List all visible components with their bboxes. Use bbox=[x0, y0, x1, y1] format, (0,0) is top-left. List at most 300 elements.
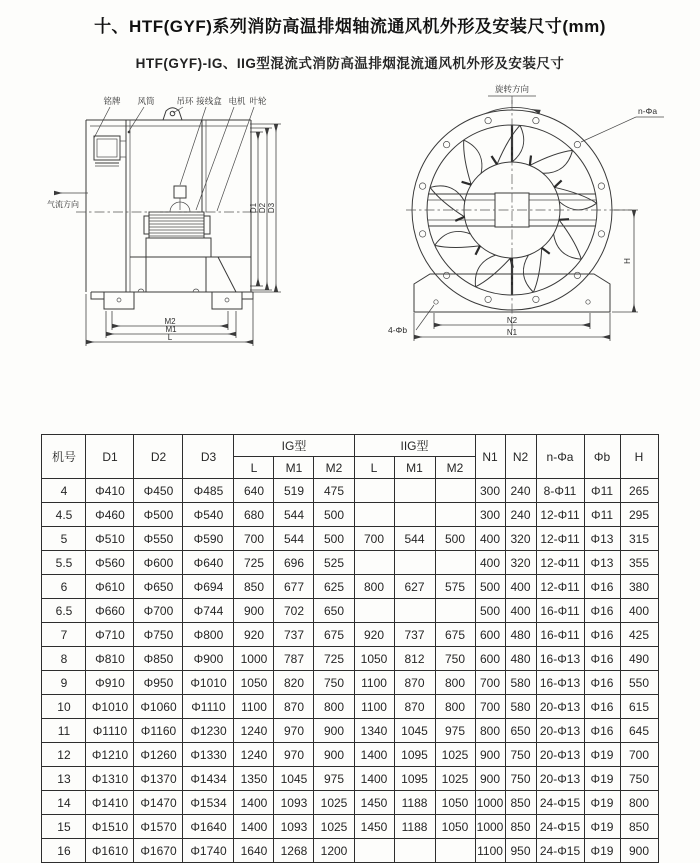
table-cell: Φ1434 bbox=[183, 767, 234, 791]
table-cell: 8 bbox=[42, 647, 86, 671]
table-cell: 400 bbox=[475, 551, 505, 575]
table-cell: 650 bbox=[505, 719, 536, 743]
table-row bbox=[42, 599, 658, 623]
table-cell: 970 bbox=[274, 743, 314, 767]
col-header-n2: N2 bbox=[505, 435, 536, 479]
table-cell: 575 bbox=[435, 575, 475, 599]
table-cell: 975 bbox=[435, 719, 475, 743]
table-cell: 24-Φ15 bbox=[536, 839, 584, 863]
fan-casing bbox=[86, 120, 251, 292]
table-cell bbox=[354, 839, 394, 863]
bolt-holes-callout bbox=[581, 106, 664, 142]
table-cell: Φ1410 bbox=[86, 791, 134, 815]
table-cell: 1240 bbox=[234, 719, 274, 743]
casing-label: 风筒 bbox=[137, 96, 155, 106]
table-cell: Φ1160 bbox=[134, 719, 183, 743]
table-cell: 12-Φ11 bbox=[536, 503, 584, 527]
table-cell: 400 bbox=[620, 599, 658, 623]
table-row bbox=[42, 647, 658, 671]
table-cell: 737 bbox=[274, 623, 314, 647]
table-cell: 24-Φ15 bbox=[536, 791, 584, 815]
table-cell: 700 bbox=[620, 743, 658, 767]
table-cell: Φ600 bbox=[134, 551, 183, 575]
table-cell: 812 bbox=[394, 647, 435, 671]
col-header-d1: D1 bbox=[86, 435, 134, 479]
table-cell: 675 bbox=[435, 623, 475, 647]
table-row bbox=[42, 791, 658, 815]
col-group-iig: IIG型 bbox=[354, 435, 475, 457]
table-row bbox=[42, 815, 658, 839]
side-view-drawing bbox=[46, 80, 366, 358]
table-cell: Φ850 bbox=[134, 647, 183, 671]
table-cell: Φ19 bbox=[584, 767, 620, 791]
table-cell: 5.5 bbox=[42, 551, 86, 575]
table-cell: 650 bbox=[314, 599, 354, 623]
page-title: 十、HTF(GYF)系列消防高温排烟轴流通风机外形及安装尺寸(mm) bbox=[94, 17, 606, 36]
table-cell: 1400 bbox=[354, 743, 394, 767]
table-cell: 1025 bbox=[314, 815, 354, 839]
table-cell: Φ660 bbox=[86, 599, 134, 623]
table-cell: 696 bbox=[274, 551, 314, 575]
table-cell: 425 bbox=[620, 623, 658, 647]
table-cell bbox=[354, 479, 394, 503]
table-cell: 544 bbox=[274, 503, 314, 527]
table-cell: 1240 bbox=[234, 743, 274, 767]
table-cell: 675 bbox=[314, 623, 354, 647]
col-header-iig-l: L bbox=[354, 457, 394, 479]
table-cell: 900 bbox=[620, 839, 658, 863]
table-cell: 645 bbox=[620, 719, 658, 743]
table-row bbox=[42, 623, 658, 647]
table-cell: 500 bbox=[475, 599, 505, 623]
table-row bbox=[42, 695, 658, 719]
table-row bbox=[42, 719, 658, 743]
col-header-b: Φb bbox=[584, 435, 620, 479]
table-cell: Φ950 bbox=[134, 671, 183, 695]
table-cell: 1025 bbox=[314, 791, 354, 815]
table-cell: 700 bbox=[234, 527, 274, 551]
col-group-ig: IG型 bbox=[234, 435, 354, 457]
page-subtitle: HTF(GYF)-IG、IIG型混流式消防高温排烟混流通风机外形及安装尺寸 bbox=[135, 56, 565, 71]
table-cell: 850 bbox=[234, 575, 274, 599]
table-cell: 870 bbox=[274, 695, 314, 719]
col-header-h: H bbox=[620, 435, 658, 479]
table-cell: 800 bbox=[435, 695, 475, 719]
table-cell bbox=[435, 479, 475, 503]
dim-n2-label: N2 bbox=[506, 316, 518, 325]
table-cell: Φ1010 bbox=[183, 671, 234, 695]
table-cell: Φ1260 bbox=[134, 743, 183, 767]
table-cell: 550 bbox=[620, 671, 658, 695]
table-cell: Φ650 bbox=[134, 575, 183, 599]
nameplate bbox=[94, 136, 126, 166]
table-cell: 265 bbox=[620, 479, 658, 503]
table-cell: 6.5 bbox=[42, 599, 86, 623]
table-cell: Φ744 bbox=[183, 599, 234, 623]
table-cell: 615 bbox=[620, 695, 658, 719]
table-cell: 16 bbox=[42, 839, 86, 863]
motor-label: 电机 bbox=[228, 96, 246, 106]
table-cell: 12-Φ11 bbox=[536, 575, 584, 599]
table-cell: 500 bbox=[475, 575, 505, 599]
table-cell: 480 bbox=[505, 647, 536, 671]
table-cell: 480 bbox=[505, 623, 536, 647]
table-row bbox=[42, 671, 658, 695]
table-cell: Φ560 bbox=[86, 551, 134, 575]
table-cell: 870 bbox=[394, 695, 435, 719]
table-cell: 6 bbox=[42, 575, 86, 599]
col-header-n1: N1 bbox=[475, 435, 505, 479]
table-cell: Φ800 bbox=[183, 623, 234, 647]
table-cell: 12-Φ11 bbox=[536, 527, 584, 551]
table-cell: 16-Φ11 bbox=[536, 599, 584, 623]
table-cell: 20-Φ13 bbox=[536, 767, 584, 791]
table-cell: 1268 bbox=[274, 839, 314, 863]
table-cell: 400 bbox=[505, 575, 536, 599]
table-cell: 950 bbox=[505, 839, 536, 863]
table-cell: Φ1534 bbox=[183, 791, 234, 815]
mounting-feet bbox=[91, 289, 253, 309]
col-header-iig-m1: M1 bbox=[394, 457, 435, 479]
table-cell: Φ1370 bbox=[134, 767, 183, 791]
table-cell: Φ1610 bbox=[86, 839, 134, 863]
table-cell: 680 bbox=[234, 503, 274, 527]
col-header-ig-l: L bbox=[234, 457, 274, 479]
table-cell: 600 bbox=[475, 647, 505, 671]
impeller-label: 叶轮 bbox=[249, 96, 267, 106]
col-header-model: 机号 bbox=[42, 435, 86, 479]
table-cell bbox=[354, 599, 394, 623]
table-cell: Φ485 bbox=[183, 479, 234, 503]
table-cell: 1095 bbox=[394, 767, 435, 791]
table-cell: 16-Φ13 bbox=[536, 671, 584, 695]
table-cell: Φ540 bbox=[183, 503, 234, 527]
height-dimension bbox=[612, 210, 638, 312]
table-cell: Φ590 bbox=[183, 527, 234, 551]
table-cell: Φ11 bbox=[584, 503, 620, 527]
table-cell: 1045 bbox=[274, 767, 314, 791]
table-cell: 702 bbox=[274, 599, 314, 623]
col-header-ig-m2: M2 bbox=[314, 457, 354, 479]
table-cell: Φ11 bbox=[584, 479, 620, 503]
table-cell: 920 bbox=[234, 623, 274, 647]
table-cell: Φ19 bbox=[584, 743, 620, 767]
table-cell: 1350 bbox=[234, 767, 274, 791]
table-row bbox=[42, 527, 658, 551]
diameter-dimensions bbox=[249, 124, 281, 292]
dim-d3-label: D3 bbox=[267, 202, 276, 214]
table-cell: 20-Φ13 bbox=[536, 743, 584, 767]
table-cell: Φ13 bbox=[584, 551, 620, 575]
table-cell: 300 bbox=[475, 479, 505, 503]
table-cell: Φ500 bbox=[134, 503, 183, 527]
table-cell: 544 bbox=[394, 527, 435, 551]
table-cell: 1093 bbox=[274, 815, 314, 839]
table-cell: Φ750 bbox=[134, 623, 183, 647]
table-cell: 1050 bbox=[435, 791, 475, 815]
table-cell: 4 bbox=[42, 479, 86, 503]
table-cell: Φ810 bbox=[86, 647, 134, 671]
table-cell: Φ19 bbox=[584, 815, 620, 839]
table-cell: 500 bbox=[314, 503, 354, 527]
table-cell: 737 bbox=[394, 623, 435, 647]
table-cell: 640 bbox=[234, 479, 274, 503]
dim-m1-label: M1 bbox=[165, 325, 177, 334]
bolt-holes-label: n-Φa bbox=[638, 106, 658, 116]
table-cell: 1025 bbox=[435, 743, 475, 767]
table-cell: 4.5 bbox=[42, 503, 86, 527]
table-cell bbox=[394, 479, 435, 503]
table-cell bbox=[394, 839, 435, 863]
table-cell: 400 bbox=[475, 527, 505, 551]
table-cell: 1450 bbox=[354, 815, 394, 839]
table-cell: 870 bbox=[394, 671, 435, 695]
table-cell: 850 bbox=[505, 791, 536, 815]
table-cell: 240 bbox=[505, 479, 536, 503]
nameplate-label: 铭牌 bbox=[103, 96, 121, 106]
junction-box bbox=[170, 186, 190, 212]
table-cell: 750 bbox=[314, 671, 354, 695]
table-cell: 1025 bbox=[435, 767, 475, 791]
table-cell: 1100 bbox=[234, 695, 274, 719]
table-cell bbox=[435, 551, 475, 575]
table-cell: 700 bbox=[475, 671, 505, 695]
table-cell: 900 bbox=[314, 743, 354, 767]
table-cell: Φ16 bbox=[584, 623, 620, 647]
table-cell bbox=[394, 503, 435, 527]
table-cell: Φ694 bbox=[183, 575, 234, 599]
table-cell: 850 bbox=[620, 815, 658, 839]
table-cell: 8-Φ11 bbox=[536, 479, 584, 503]
table-cell: Φ1470 bbox=[134, 791, 183, 815]
front-view-drawing bbox=[386, 80, 686, 358]
col-header-iig-m2: M2 bbox=[435, 457, 475, 479]
table-cell: 1100 bbox=[354, 695, 394, 719]
table-cell: Φ1670 bbox=[134, 839, 183, 863]
table-cell: Φ16 bbox=[584, 575, 620, 599]
table-cell: 20-Φ13 bbox=[536, 719, 584, 743]
table-cell: 9 bbox=[42, 671, 86, 695]
table-cell: Φ16 bbox=[584, 599, 620, 623]
table-cell: 12-Φ11 bbox=[536, 551, 584, 575]
table-cell: 400 bbox=[505, 599, 536, 623]
table-cell: Φ1110 bbox=[86, 719, 134, 743]
table-cell: 800 bbox=[435, 671, 475, 695]
table-cell: 725 bbox=[234, 551, 274, 575]
table-cell: Φ910 bbox=[86, 671, 134, 695]
table-row bbox=[42, 839, 658, 863]
table-cell: 5 bbox=[42, 527, 86, 551]
spec-table bbox=[41, 434, 658, 863]
table-cell: 11 bbox=[42, 719, 86, 743]
table-cell: 1093 bbox=[274, 791, 314, 815]
table-cell: 975 bbox=[314, 767, 354, 791]
table-cell: Φ550 bbox=[134, 527, 183, 551]
table-cell: 500 bbox=[314, 527, 354, 551]
table-row bbox=[42, 551, 658, 575]
table-cell: Φ1330 bbox=[183, 743, 234, 767]
table-cell: Φ13 bbox=[584, 527, 620, 551]
table-cell: 1050 bbox=[435, 815, 475, 839]
table-cell: Φ19 bbox=[584, 791, 620, 815]
dim-l-label: L bbox=[167, 333, 173, 342]
table-cell: 700 bbox=[354, 527, 394, 551]
table-cell: 490 bbox=[620, 647, 658, 671]
col-header-na: n-Φa bbox=[536, 435, 584, 479]
table-cell: 1100 bbox=[475, 839, 505, 863]
lifting-ring-label: 吊环 bbox=[176, 96, 194, 106]
table-cell: 850 bbox=[505, 815, 536, 839]
table-cell: 355 bbox=[620, 551, 658, 575]
table-cell: 7 bbox=[42, 623, 86, 647]
table-cell: 13 bbox=[42, 767, 86, 791]
motor bbox=[144, 212, 211, 257]
table-cell bbox=[354, 551, 394, 575]
table-cell: 725 bbox=[314, 647, 354, 671]
table-cell: Φ410 bbox=[86, 479, 134, 503]
base-holes-label: 4-Φb bbox=[388, 325, 408, 335]
table-cell: 24-Φ15 bbox=[536, 815, 584, 839]
table-cell: Φ900 bbox=[183, 647, 234, 671]
col-header-ig-m1: M1 bbox=[274, 457, 314, 479]
table-cell: 1000 bbox=[475, 791, 505, 815]
table-cell: Φ700 bbox=[134, 599, 183, 623]
table-cell: Φ16 bbox=[584, 719, 620, 743]
table-cell: 315 bbox=[620, 527, 658, 551]
table-cell: 900 bbox=[314, 719, 354, 743]
table-cell: 1050 bbox=[234, 671, 274, 695]
table-cell: 1640 bbox=[234, 839, 274, 863]
table-cell: 20-Φ13 bbox=[536, 695, 584, 719]
dim-d2-label: D2 bbox=[258, 202, 267, 214]
table-cell: 295 bbox=[620, 503, 658, 527]
table-cell: 750 bbox=[620, 767, 658, 791]
table-cell: 1340 bbox=[354, 719, 394, 743]
table-cell bbox=[435, 599, 475, 623]
table-cell: Φ460 bbox=[86, 503, 134, 527]
table-cell: Φ510 bbox=[86, 527, 134, 551]
table-cell: 320 bbox=[505, 527, 536, 551]
table-cell: Φ1010 bbox=[86, 695, 134, 719]
table-cell: 900 bbox=[234, 599, 274, 623]
table-cell: Φ1510 bbox=[86, 815, 134, 839]
spec-table-body bbox=[42, 479, 658, 863]
table-cell: Φ1640 bbox=[183, 815, 234, 839]
table-cell: 475 bbox=[314, 479, 354, 503]
table-row bbox=[42, 767, 658, 791]
table-cell: 1050 bbox=[354, 647, 394, 671]
table-cell bbox=[394, 551, 435, 575]
table-cell: 1045 bbox=[394, 719, 435, 743]
table-cell: Φ19 bbox=[584, 839, 620, 863]
table-cell: Φ16 bbox=[584, 695, 620, 719]
table-cell: Φ450 bbox=[134, 479, 183, 503]
table-cell bbox=[394, 599, 435, 623]
base-holes-callout bbox=[388, 305, 434, 335]
table-cell: 240 bbox=[505, 503, 536, 527]
table-cell: 15 bbox=[42, 815, 86, 839]
table-cell: 1400 bbox=[354, 767, 394, 791]
table-cell: 920 bbox=[354, 623, 394, 647]
table-row bbox=[42, 503, 658, 527]
table-cell: Φ1740 bbox=[183, 839, 234, 863]
table-cell: 800 bbox=[475, 719, 505, 743]
table-cell: 12 bbox=[42, 743, 86, 767]
table-cell bbox=[354, 503, 394, 527]
dim-m2-label: M2 bbox=[164, 317, 176, 326]
table-row bbox=[42, 743, 658, 767]
table-cell: 1100 bbox=[354, 671, 394, 695]
table-cell: Φ1110 bbox=[183, 695, 234, 719]
table-row bbox=[42, 479, 658, 503]
col-header-d2: D2 bbox=[134, 435, 183, 479]
table-cell: 525 bbox=[314, 551, 354, 575]
dim-h-label: H bbox=[623, 258, 632, 264]
table-cell: 1000 bbox=[234, 647, 274, 671]
col-header-d3: D3 bbox=[183, 435, 234, 479]
table-cell: 750 bbox=[505, 767, 536, 791]
table-cell: 519 bbox=[274, 479, 314, 503]
table-cell: 1450 bbox=[354, 791, 394, 815]
table-cell: 1188 bbox=[394, 791, 435, 815]
table-cell bbox=[435, 839, 475, 863]
airflow-direction bbox=[47, 193, 88, 209]
table-cell: 750 bbox=[435, 647, 475, 671]
table-cell: 820 bbox=[274, 671, 314, 695]
table-cell: 380 bbox=[620, 575, 658, 599]
table-cell: 1400 bbox=[234, 815, 274, 839]
impeller-pedestal bbox=[130, 257, 251, 292]
table-cell: 750 bbox=[505, 743, 536, 767]
table-cell: 800 bbox=[354, 575, 394, 599]
table-cell: 580 bbox=[505, 671, 536, 695]
table-cell: Φ1060 bbox=[134, 695, 183, 719]
airflow-label: 气流方向 bbox=[47, 200, 79, 209]
table-cell: Φ16 bbox=[584, 671, 620, 695]
table-cell: 700 bbox=[475, 695, 505, 719]
table-cell bbox=[435, 503, 475, 527]
table-cell: 1200 bbox=[314, 839, 354, 863]
table-cell: 800 bbox=[314, 695, 354, 719]
table-cell: 600 bbox=[475, 623, 505, 647]
table-cell: 1400 bbox=[234, 791, 274, 815]
table-cell: Φ1310 bbox=[86, 767, 134, 791]
table-cell: 677 bbox=[274, 575, 314, 599]
table-cell: 970 bbox=[274, 719, 314, 743]
table-cell: 1095 bbox=[394, 743, 435, 767]
table-cell: Φ1210 bbox=[86, 743, 134, 767]
drawings-row bbox=[0, 80, 700, 372]
dim-d1-label: D1 bbox=[249, 202, 258, 214]
table-cell: 627 bbox=[394, 575, 435, 599]
table-cell: 500 bbox=[435, 527, 475, 551]
table-cell: 1188 bbox=[394, 815, 435, 839]
table-cell: 16-Φ13 bbox=[536, 647, 584, 671]
table-cell: Φ1230 bbox=[183, 719, 234, 743]
rotation-label: 旋转方向 bbox=[494, 84, 530, 94]
table-cell: 787 bbox=[274, 647, 314, 671]
junction-box-label: 接线盒 bbox=[196, 96, 222, 106]
table-cell: Φ1570 bbox=[134, 815, 183, 839]
table-cell: 300 bbox=[475, 503, 505, 527]
table-cell: 580 bbox=[505, 695, 536, 719]
table-cell: 1000 bbox=[475, 815, 505, 839]
table-cell: 320 bbox=[505, 551, 536, 575]
table-cell: Φ16 bbox=[584, 647, 620, 671]
table-row bbox=[42, 575, 658, 599]
table-cell: 16-Φ11 bbox=[536, 623, 584, 647]
table-cell: 900 bbox=[475, 743, 505, 767]
